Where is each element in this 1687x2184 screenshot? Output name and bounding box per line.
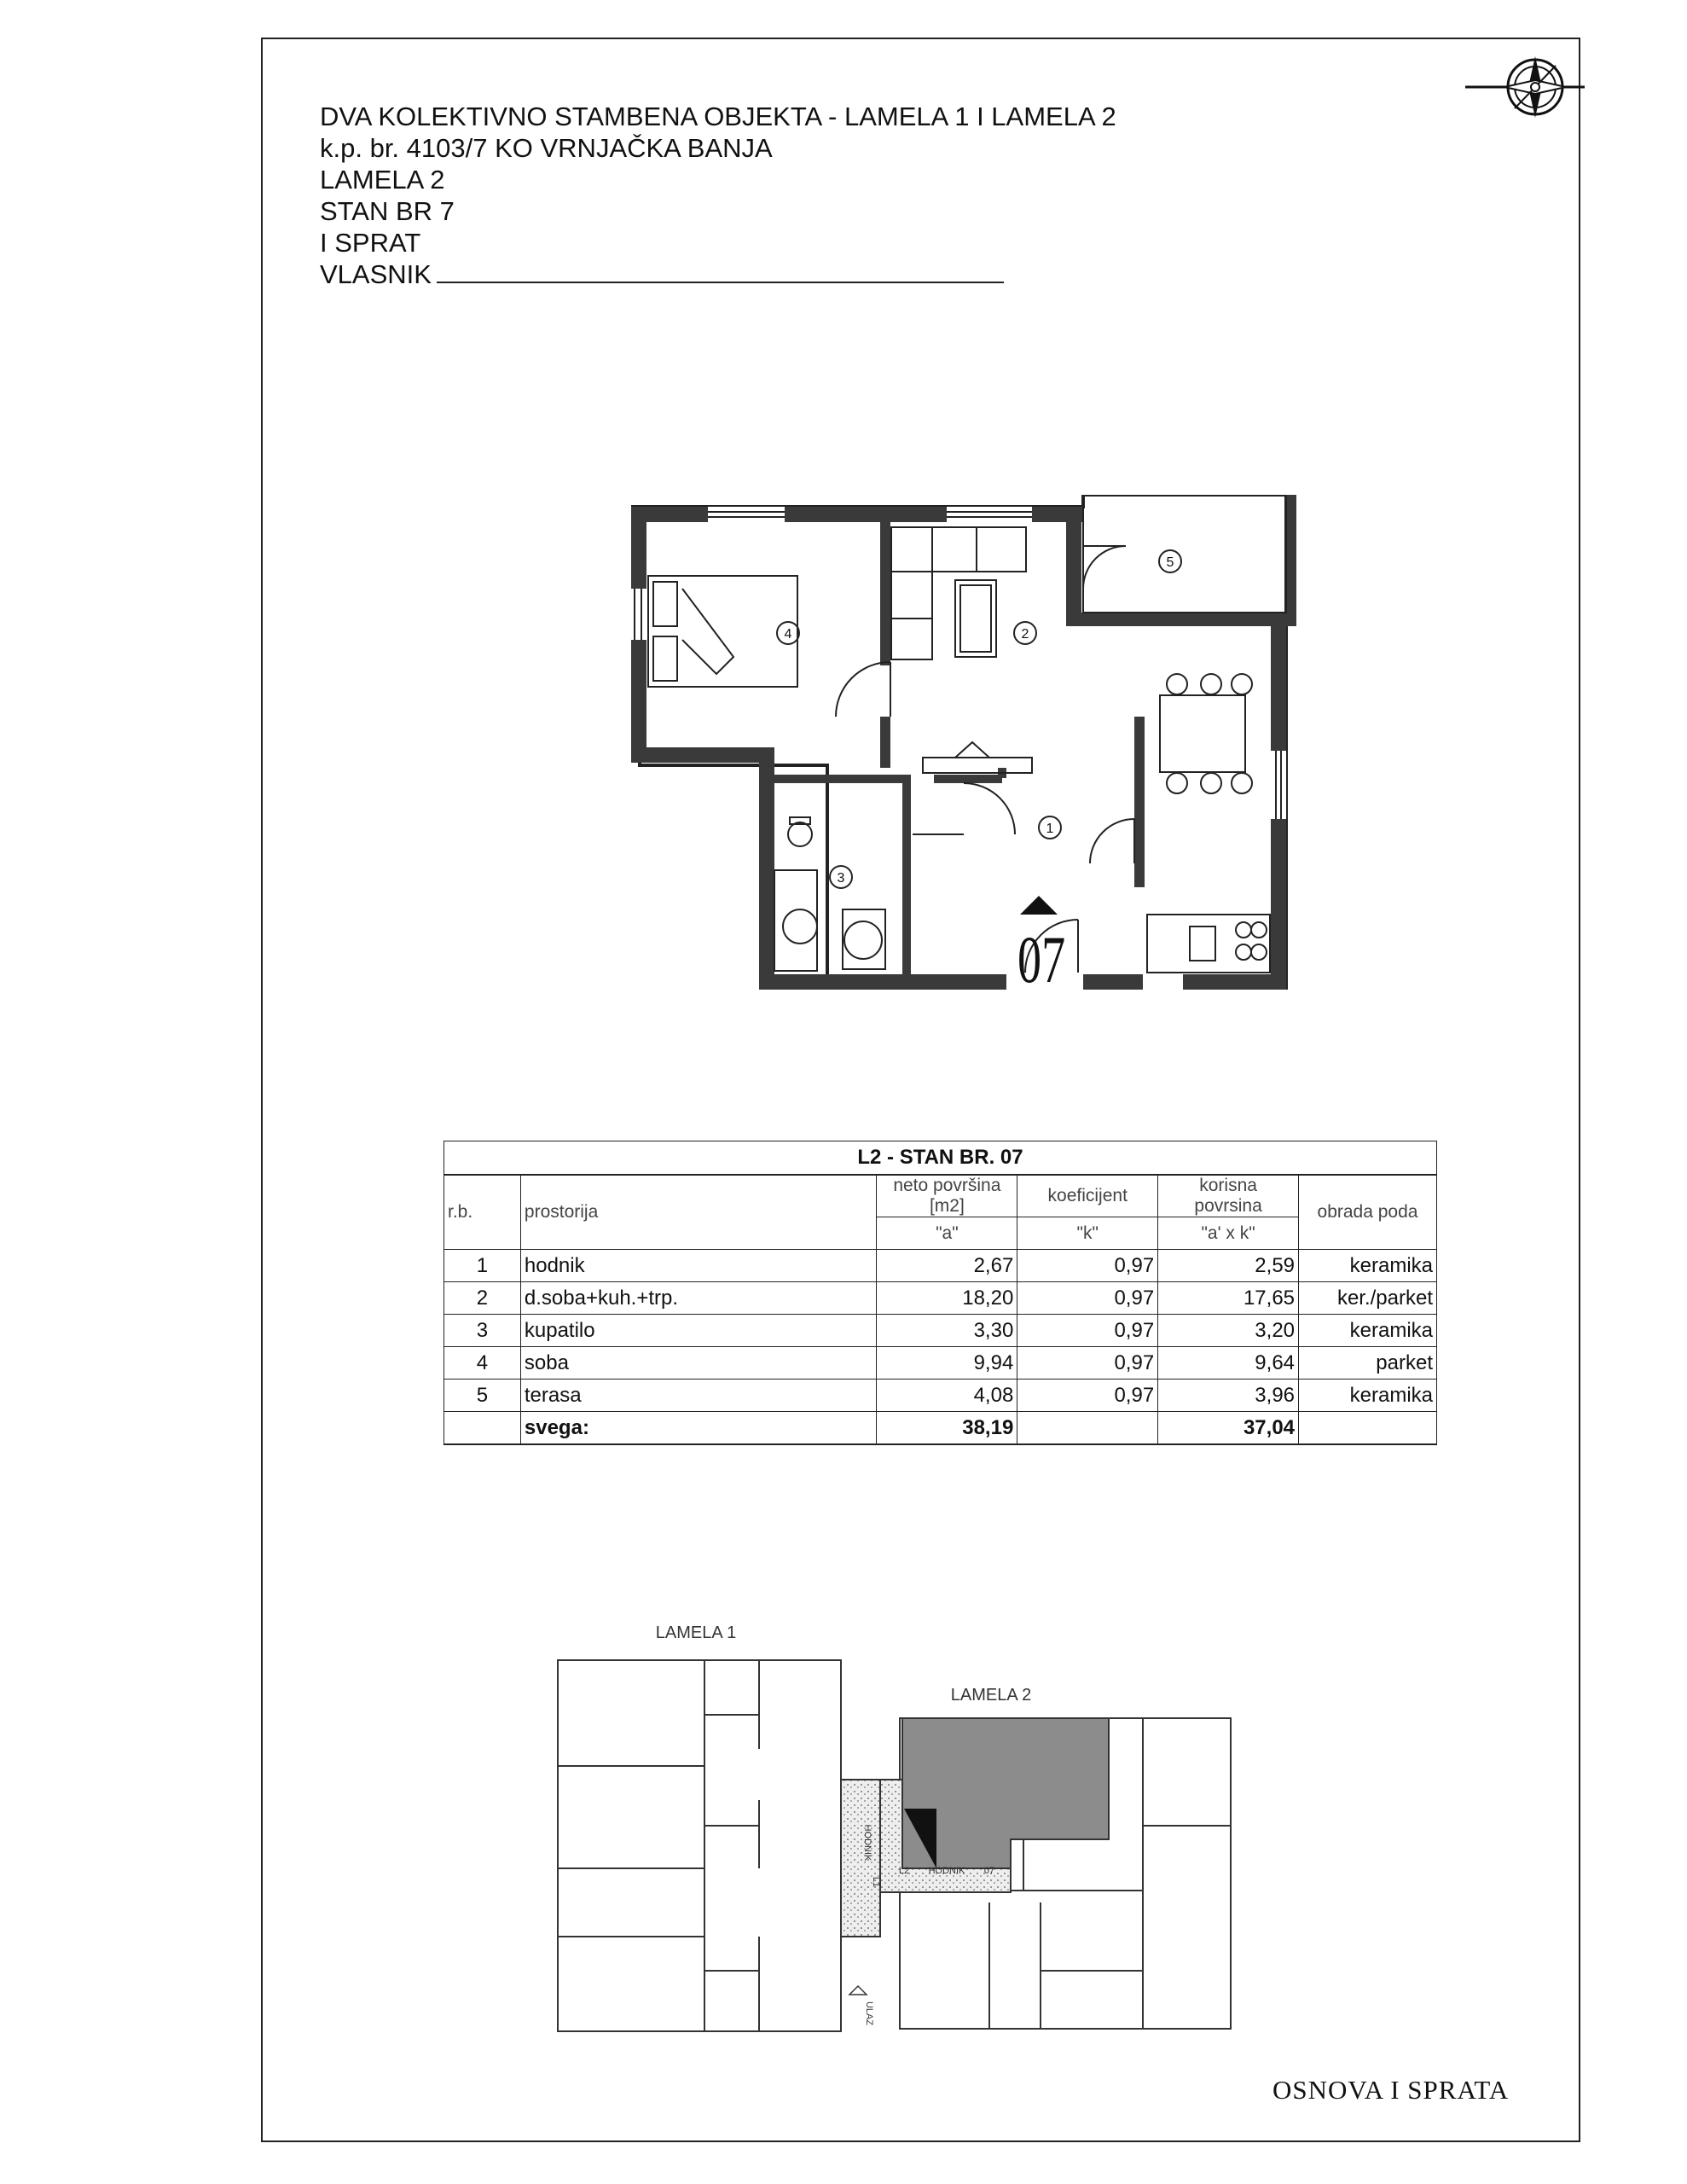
room-marker-3: 3 — [837, 871, 845, 886]
owner-signature-line — [437, 259, 1004, 283]
room-marker-4: 4 — [784, 627, 792, 642]
row-net-area: 4,08 — [877, 1380, 1017, 1412]
row-net-area: 9,94 — [877, 1347, 1017, 1380]
row-room: kupatilo — [520, 1315, 877, 1347]
owner-row — [320, 258, 1116, 290]
entrance-label: ULAZ — [864, 2001, 874, 2026]
row-useful-area: 17,65 — [1158, 1282, 1299, 1315]
building-name: LAMELA 2 — [320, 165, 445, 195]
row-useful-area: 2,59 — [1158, 1250, 1299, 1282]
row-net-area: 3,30 — [877, 1315, 1017, 1347]
entrance-icon — [849, 1986, 867, 1995]
col-header-net-area: neto površina [m2] — [877, 1175, 1017, 1217]
row-net-area: 18,20 — [877, 1282, 1017, 1315]
row-room: hodnik — [520, 1250, 877, 1282]
total-label: svega: — [520, 1412, 877, 1445]
row-rb: 3 — [444, 1315, 521, 1347]
row-rb: 5 — [444, 1380, 521, 1412]
plan-apartment-tag: 07 — [1017, 922, 1066, 996]
floor-level: I SPRAT — [320, 228, 421, 258]
table-row — [444, 1380, 1437, 1412]
area-table — [443, 1141, 1437, 1445]
row-floor: parket — [1299, 1347, 1437, 1380]
row-coef: 0,97 — [1017, 1315, 1158, 1347]
col-sym-useful: "a' x k" — [1158, 1217, 1299, 1250]
row-floor: ker./parket — [1299, 1282, 1437, 1315]
col-header-coef: koeficijent — [1017, 1175, 1158, 1217]
table-row — [444, 1250, 1437, 1282]
table-row — [444, 1347, 1437, 1380]
room-marker-5: 5 — [1166, 555, 1174, 570]
lamela2-label: LAMELA 2 — [950, 1686, 1032, 1705]
col-sym-net: "a" — [877, 1217, 1017, 1250]
row-room: terasa — [520, 1380, 877, 1412]
row-coef: 0,97 — [1017, 1250, 1158, 1282]
row-room: soba — [520, 1347, 877, 1380]
total-useful: 37,04 — [1158, 1412, 1299, 1445]
row-net-area: 2,67 — [877, 1250, 1017, 1282]
table-total-row — [444, 1412, 1437, 1445]
title-block — [320, 101, 1116, 290]
row-rb: 4 — [444, 1347, 521, 1380]
row-room: d.soba+kuh.+trp. — [520, 1282, 877, 1315]
row-rb: 1 — [444, 1250, 521, 1282]
total-net: 38,19 — [877, 1412, 1017, 1445]
row-coef: 0,97 — [1017, 1347, 1158, 1380]
project-title: DVA KOLEKTIVNO STAMBENA OBJEKTA - LAMELA 1 I LAMELA 2 — [320, 102, 1116, 131]
row-floor: keramika — [1299, 1250, 1437, 1282]
drawing-title: OSNOVA I SPRATA — [1272, 2075, 1510, 2105]
l2-label: L2 — [898, 1866, 910, 1876]
col-sym-coef: "k" — [1017, 1217, 1158, 1250]
room-marker-2: 2 — [1021, 627, 1029, 642]
row-rb: 2 — [444, 1282, 521, 1315]
entrance-arrow-icon — [1020, 896, 1058, 915]
l1-label: L1 — [871, 1876, 881, 1888]
parcel-info: k.p. br. 4103/7 KO VRNJAČKA BANJA — [320, 133, 773, 163]
lamela1-label: LAMELA 1 — [655, 1623, 737, 1642]
row-useful-area: 3,20 — [1158, 1315, 1299, 1347]
col-header-rb: r.b. — [444, 1175, 521, 1250]
apt-07-label: 07 — [983, 1866, 995, 1876]
owner-label: VLASNIK — [320, 259, 432, 289]
room-marker-1: 1 — [1046, 822, 1054, 836]
apartment-number: STAN BR 7 — [320, 196, 455, 226]
row-floor: keramika — [1299, 1380, 1437, 1412]
row-useful-area: 9,64 — [1158, 1347, 1299, 1380]
col-header-useful-area: korisna povrsina — [1158, 1175, 1299, 1217]
col-header-floor: obrada poda — [1299, 1175, 1437, 1250]
north-arrow-icon — [1465, 44, 1585, 130]
table-row — [444, 1315, 1437, 1347]
row-floor: keramika — [1299, 1315, 1437, 1347]
table-row — [444, 1282, 1437, 1315]
row-coef: 0,97 — [1017, 1282, 1158, 1315]
key-plan — [546, 1612, 1245, 2065]
apartment-floor-plan — [631, 495, 1313, 990]
table-title: L2 - STAN BR. 07 — [444, 1141, 1437, 1176]
corridor-label-vertical: HODNIK — [862, 1824, 872, 1862]
corridor-label-horizontal: HODNIK — [928, 1866, 965, 1876]
row-coef: 0,97 — [1017, 1380, 1158, 1412]
row-useful-area: 3,96 — [1158, 1380, 1299, 1412]
col-header-room: prostorija — [520, 1175, 877, 1250]
